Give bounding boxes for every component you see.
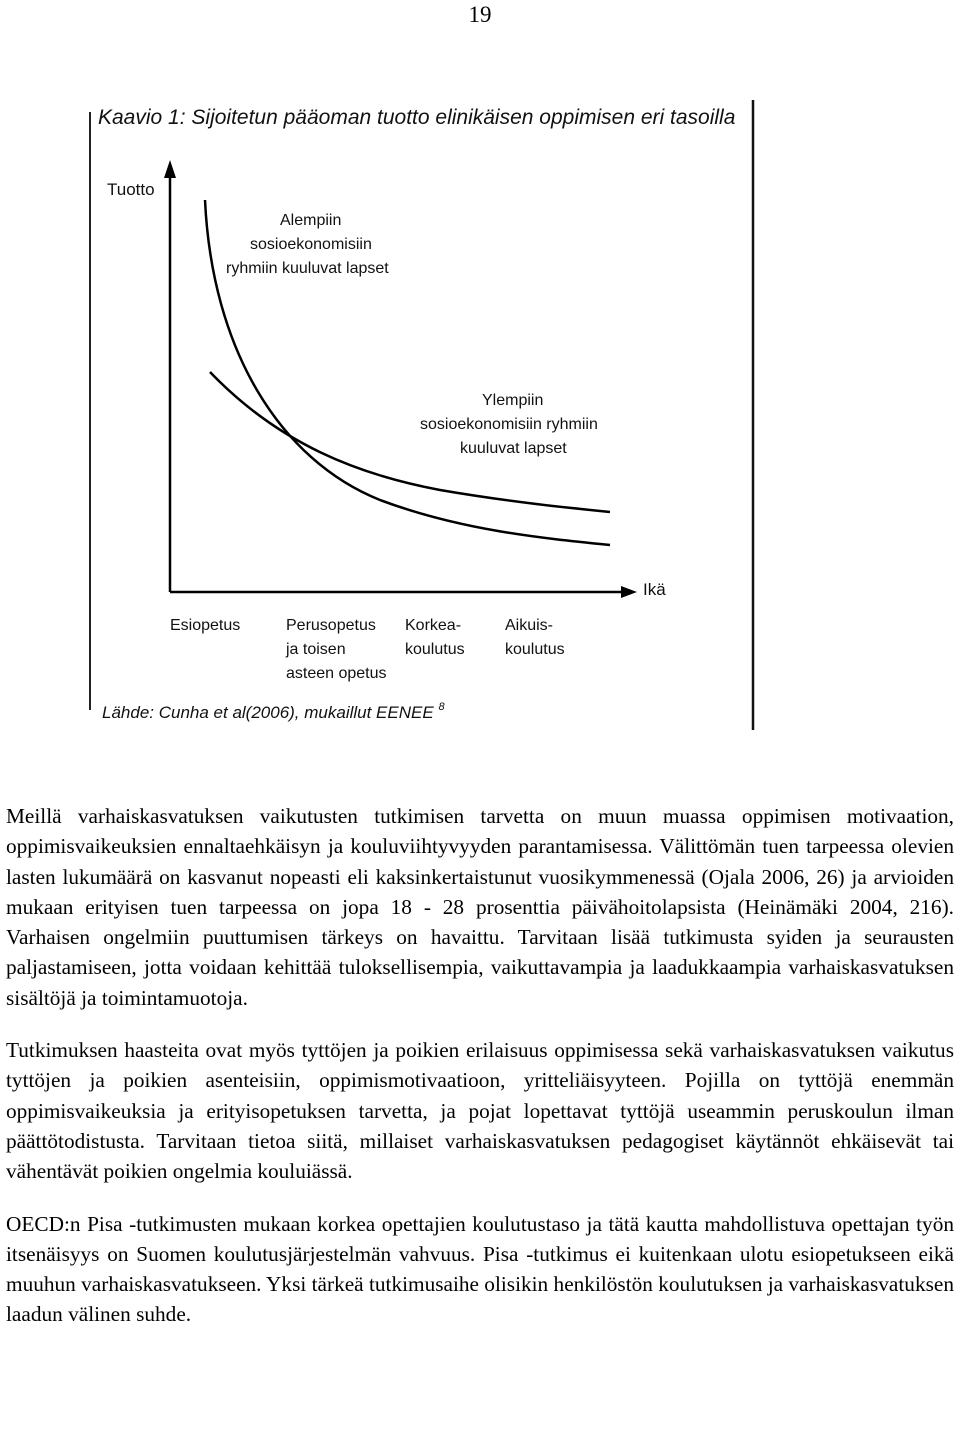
stage-label-preschool: Esiopetus bbox=[170, 617, 241, 634]
figure-caption: Kaavio 1: Sijoitetun pääoman tuotto elinikäisen oppimisen eri tasoilla bbox=[98, 106, 736, 129]
figure-source bbox=[102, 701, 445, 722]
curve-label-lower-line-2: sosioekonomisiin bbox=[250, 236, 372, 253]
curve-label-lower-line-3: ryhmiin kuuluvat lapset bbox=[226, 260, 389, 277]
figure-source-superscript: 8 bbox=[438, 701, 445, 713]
stage-label-higher-education: Korkea- koulutus bbox=[405, 617, 465, 658]
paragraph: OECD:n Pisa -tutkimusten mukaan korkea opettajien koulutustaso ja tätä kautta mahdollistuva opettajan työn itsenäisyys on Suomen koulutusjärjestelmän vahvuus. Pisa -tutkimus ei kuitenkaan ulotu esiopetukseen eikä muuhun varhaiskasvatukseen. Yksi tärkeä tutkimusaihe olisikin henkilöstön koulutuksen ja varhaiskasvatuksen laadun välinen suhde. bbox=[6, 1211, 954, 1327]
page-number: 19 bbox=[468, 2, 492, 27]
figure-diagram bbox=[80, 90, 780, 750]
curve-label-lower-ses bbox=[226, 212, 389, 277]
curve-label-upper-line-2: sosioekonomisiin ryhmiin bbox=[420, 416, 598, 433]
stage-label-adult-education: Aikuis- koulutus bbox=[505, 617, 565, 658]
x-axis-arrowhead bbox=[621, 586, 637, 598]
curve-label-lower-line-1: Alempiin bbox=[280, 212, 342, 229]
curve-label-upper-line-3: kuuluvat lapset bbox=[460, 440, 567, 457]
curve-label-upper-ses bbox=[420, 392, 602, 457]
paragraph: Tutkimuksen haasteita ovat myös tyttöjen ja poikien erilaisuus oppimisessa sekä varhaiskasvatuksen vaikutus tyttöjen ja poikien asenteisiin, oppimismotivaatioon, yritteliäisyyteen. Pojilla on tyttöjä enemmän oppimisvaikeuksia ja erityisopetuksen tarvetta, ja pojat lopettavat tyttöjä useammin peruskoulun ilman päättötodistusta. Tarvitaan tietoa siitä, millaiset varhaiskasvatuksen pedagogiset käytännöt ehkäisevät tai vähentävät poikien ongelmia kouluiässä. bbox=[6, 1038, 954, 1184]
paragraph: Meillä varhaiskasvatuksen vaikutusten tutkimisen tarvetta on muun muassa oppimisen motivaation, oppimisvaikeuksien ennaltaehkäisyn ja kouluviihtyvyyden parantamisessa. Välittömän tuen tarpeessa olevien lasten lukumäärä on kasvanut nopeasti eli kaksinkertaistunut vuosikymmenessä (Ojala 2006, 26) ja arvioiden mukaan erityisen tuen tarpeessa on jopa 18 - 28 prosenttia päivähoitolapsista (Heinämäki 2004, 216). Varhaisen ongelmiin puuttumisen tärkeys on havaittu. Tarvitaan lisää tutkimusta syiden ja seurausten paljastamiseen, jotta voidaan kehittää tuloksellisempia, vaikuttavampia ja laadukkaampia varhaiskasvatuksen sisältöjä ja toimintamuotoja. bbox=[6, 804, 954, 1010]
x-axis-label: Ikä bbox=[643, 580, 666, 599]
y-axis-arrowhead bbox=[164, 160, 176, 178]
figure bbox=[80, 90, 780, 750]
body-text bbox=[6, 801, 954, 1352]
figure-source-text: Lähde: Cunha et al(2006), mukaillut EENEE bbox=[102, 703, 434, 722]
stage-label-basic-secondary: Perusopetus ja toisen asteen opetus bbox=[286, 617, 387, 682]
y-axis-label: Tuotto bbox=[107, 180, 155, 199]
curve-label-upper-line-1: Ylempiin bbox=[482, 392, 544, 409]
